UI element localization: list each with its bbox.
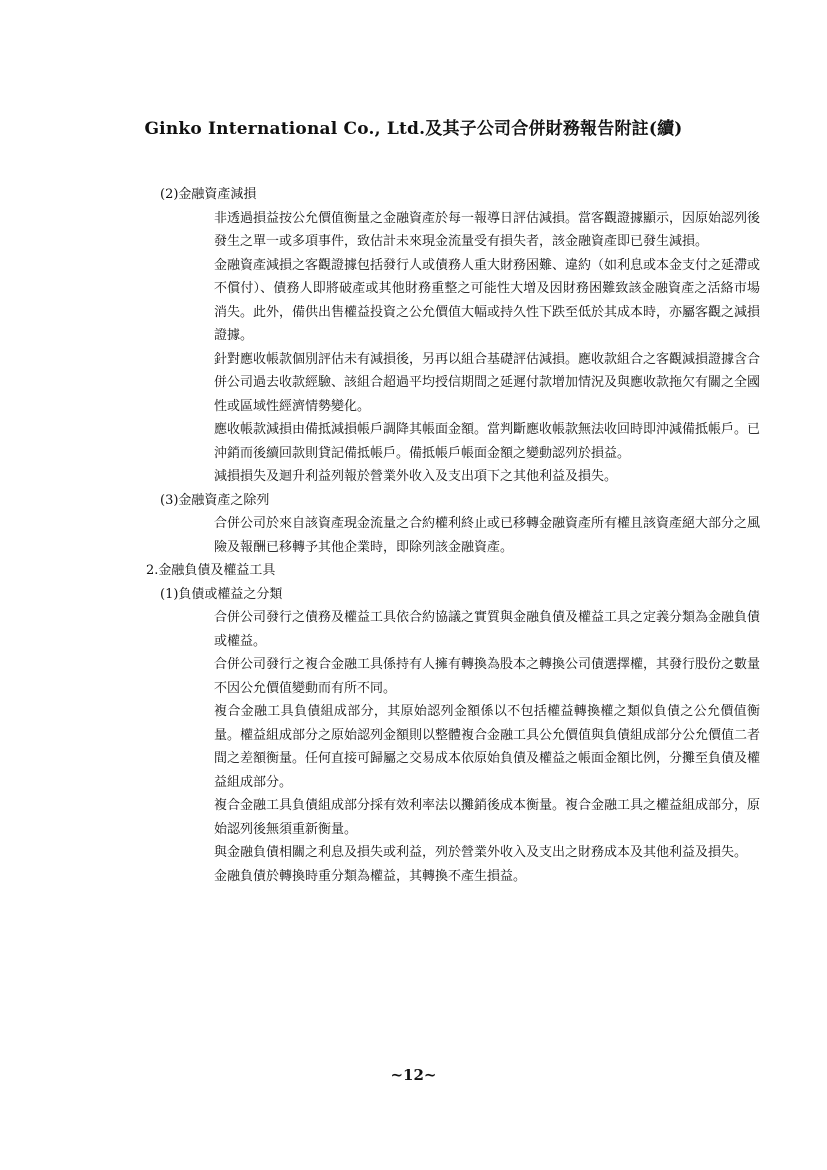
paragraph bbox=[160, 606, 760, 653]
section-heading-derecognition: (3)金融資產之除列 bbox=[160, 492, 270, 508]
paragraph bbox=[160, 254, 760, 348]
paragraph bbox=[160, 794, 760, 841]
paragraph bbox=[160, 700, 760, 794]
paragraph bbox=[160, 841, 760, 865]
paragraph-text: 針對應收帳款個別評估未有減損後，另再以組合基礎評估減損。應收款組合之客觀減損證據含合併公司過去收款經驗、該組合超過平均授信期間之延遲付款增加情況及與應收款拖欠有關之全國性或區域性經濟情勢變化。 bbox=[214, 351, 761, 414]
document-body bbox=[146, 183, 761, 888]
paragraph bbox=[160, 465, 760, 489]
paragraph bbox=[160, 418, 760, 465]
paragraph bbox=[160, 207, 760, 254]
paragraph-text: 與金融負債相關之利息及損失或利益，列於營業外收入及支出之財務成本及其他利益及損失。 bbox=[214, 845, 748, 860]
section-heading-liabilities-equity: 2.金融負債及權益工具 bbox=[146, 563, 276, 578]
page-title: Ginko International Co., Ltd.及其子公司合併財務報告附註(續) bbox=[144, 119, 683, 139]
paragraph-text: 金融負債於轉換時重分類為權益，其轉換不產生損益。 bbox=[214, 868, 527, 884]
page-number: ~12~ bbox=[390, 1066, 437, 1084]
paragraph bbox=[160, 512, 760, 559]
paragraph-text: 非透過損益按公允價值衡量之金融資產於每一報導日評估減損。當客觀證據顯示，因原始認列後發生之單一或多項事件，致估計未來現金流量受有損失者，該金融資產即已發生減損。 bbox=[214, 210, 761, 249]
paragraph-text: 金融資產減損之客觀證據包括發行人或債務人重大財務困難、違約（如利息或本金支付之延滯或不償付）、債務人即將破產或其他財務重整之可能性大增及因財務困難致該金融資產之活絡市場消失。此外，備供出售權益投資之公允價值大幅或持久性下跌至低於其成本時，亦屬客觀之減損證據。 bbox=[214, 257, 761, 343]
subsection-heading-classification: (1)負債或權益之分類 bbox=[160, 586, 283, 602]
paragraph-text: 減損損失及迴升利益列報於營業外收入及支出項下之其他利益及損失。 bbox=[214, 469, 618, 484]
paragraph-text: 複合金融工具負債組成部分，其原始認列金額係以不包括權益轉換權之類似負債之公允價值衡量。權益組成部分之原始認列金額則以整體複合金融工具公允價值與負債組成部分公允價值二者間之差額衡量。任何直接可歸屬之交易成本依原始負債及權益之帳面金額比例，分攤至負債及權益組成部分。 bbox=[214, 704, 761, 790]
paragraph-text: 合併公司發行之複合金融工具係持有人擁有轉換為股本之轉換公司債選擇權，其發行股份之數量不因公允價值變動而有所不同。 bbox=[214, 657, 761, 696]
paragraph bbox=[160, 348, 760, 419]
paragraph bbox=[160, 865, 760, 889]
paragraph-text: 合併公司於來自該資產現金流量之合約權利終止或已移轉金融資產所有權且該資產絕大部分之風險及報酬已移轉予其他企業時，即除列該金融資產。 bbox=[214, 516, 761, 555]
paragraph-text: 複合金融工具負債組成部分採有效利率法以攤銷後成本衡量。複合金融工具之權益組成部分，原始認列後無須重新衡量。 bbox=[214, 798, 761, 837]
paragraph-text: 合併公司發行之債務及權益工具依合約協議之實質與金融負債及權益工具之定義分類為金融負債或權益。 bbox=[214, 610, 761, 649]
paragraph bbox=[160, 653, 760, 700]
paragraph-text: 應收帳款減損由備抵減損帳戶調降其帳面金額。當判斷應收帳款無法收回時即沖減備抵帳戶。已沖銷而後續回款則貸記備抵帳戶。備抵帳戶帳面金額之變動認列於損益。 bbox=[214, 422, 761, 461]
section-heading-impairment: (2)金融資產減損 bbox=[160, 187, 257, 202]
